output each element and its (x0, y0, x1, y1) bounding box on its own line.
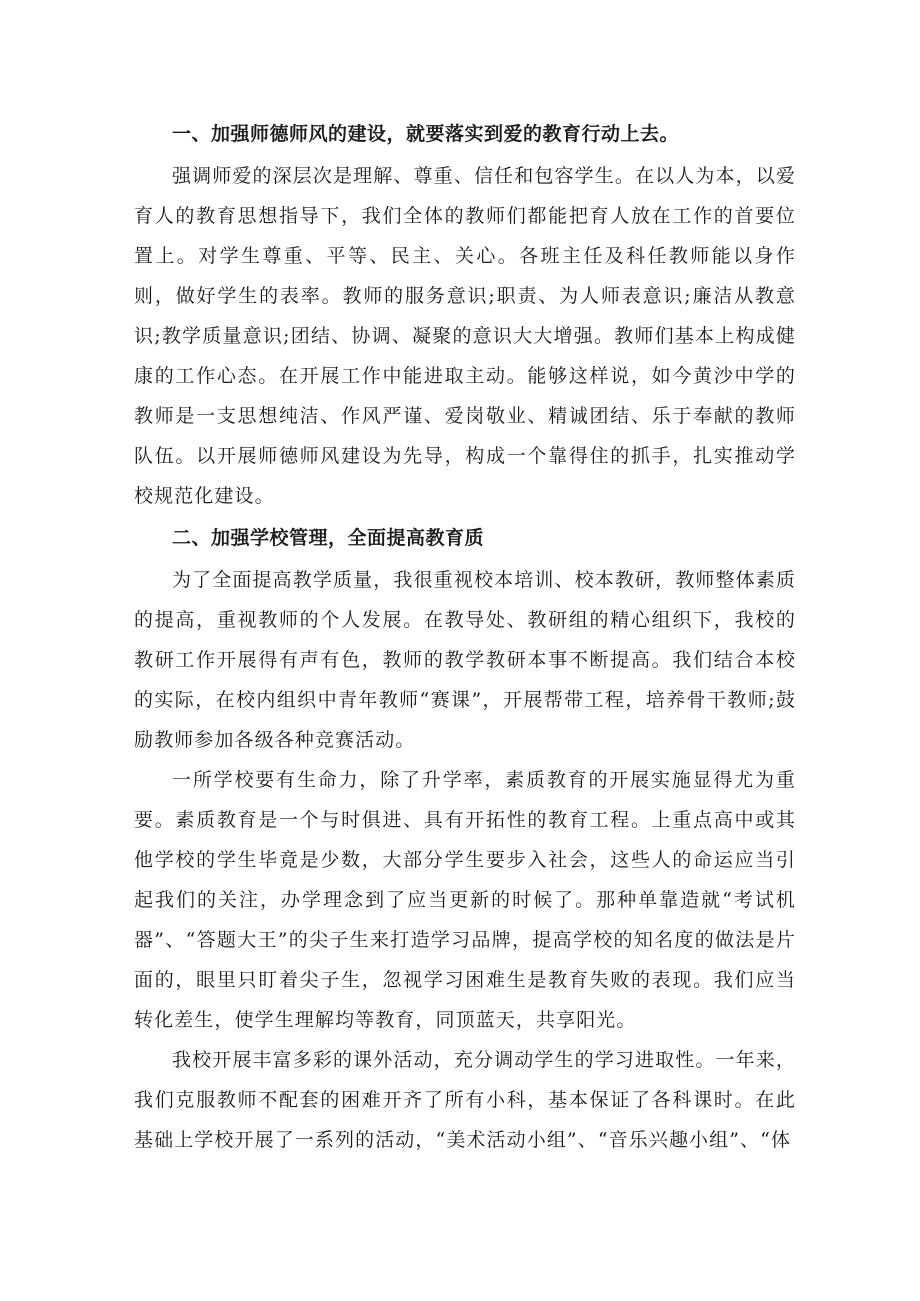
document-page (134, 112, 796, 1160)
paragraph-2: 为了全面提高教学质量，我很重视校本培训、校本教研，教师整体素质的提高，重视教师的个人发展。在教导处、教研组的精心组织下，我校的教研工作开展得有声有色，教师的教学教研本事不断提高。我们结合本校的实际，在校内组织中青年教师“赛课”，开展帮带工程，培养骨干教师;鼓励教师参加各级各种竞赛活动。 (134, 569, 796, 751)
section-heading-2: 二、加强学校管理，全面提高教育质 (172, 527, 485, 549)
section-heading-1: 一、加强师德师风的建设，就要落实到爱的教育行动上去。 (172, 123, 680, 145)
paragraph-4: 我校开展丰富多彩的课外活动，充分调动学生的学习进取性。一年来，我们克服教师不配套的困难开齐了所有小科，基本保证了各科课时。在此基础上学校开展了一系列的活动，“美术活动小组”、“音乐兴趣小组”、“体 (134, 1049, 796, 1151)
paragraph-1: 强调师爱的深层次是理解、尊重、信任和包容学生。在以人为本，以爱育人的教育思想指导下，我们全体的教师们都能把育人放在工作的首要位置上。对学生尊重、平等、民主、关心。各班主任及科任教师能以身作则，做好学生的表率。教师的服务意识;职责、为人师表意识;廉洁从教意识;教学质量意识;团结、协调、凝聚的意识大大增强。教师们基本上构成健康的工作心态。在开展工作中能进取主动。能够这样说，如今黄沙中学的教师是一支思想纯洁、作风严谨、爱岗敬业、精诚团结、乐于奉献的教师队伍。以开展师德师风建设为先导，构成一个靠得住的抓手，扎实推动学校规范化建设。 (134, 165, 796, 507)
paragraph-3: 一所学校要有生命力，除了升学率，素质教育的开展实施显得尤为重要。素质教育是一个与时俱进、具有开拓性的教育工程。上重点高中或其他学校的学生毕竟是少数，大部分学生要步入社会，这些人的命运应当引起我们的关注，办学理念到了应当更新的时候了。那种单靠造就“考试机器”、“答题大王”的尖子生来打造学习品牌，提高学校的知名度的做法是片面的，眼里只盯着尖子生，忽视学习困难生是教育失败的表现。我们应当转化差生，使学生理解均等教育，同顶蓝天，共享阳光。 (134, 769, 796, 1031)
